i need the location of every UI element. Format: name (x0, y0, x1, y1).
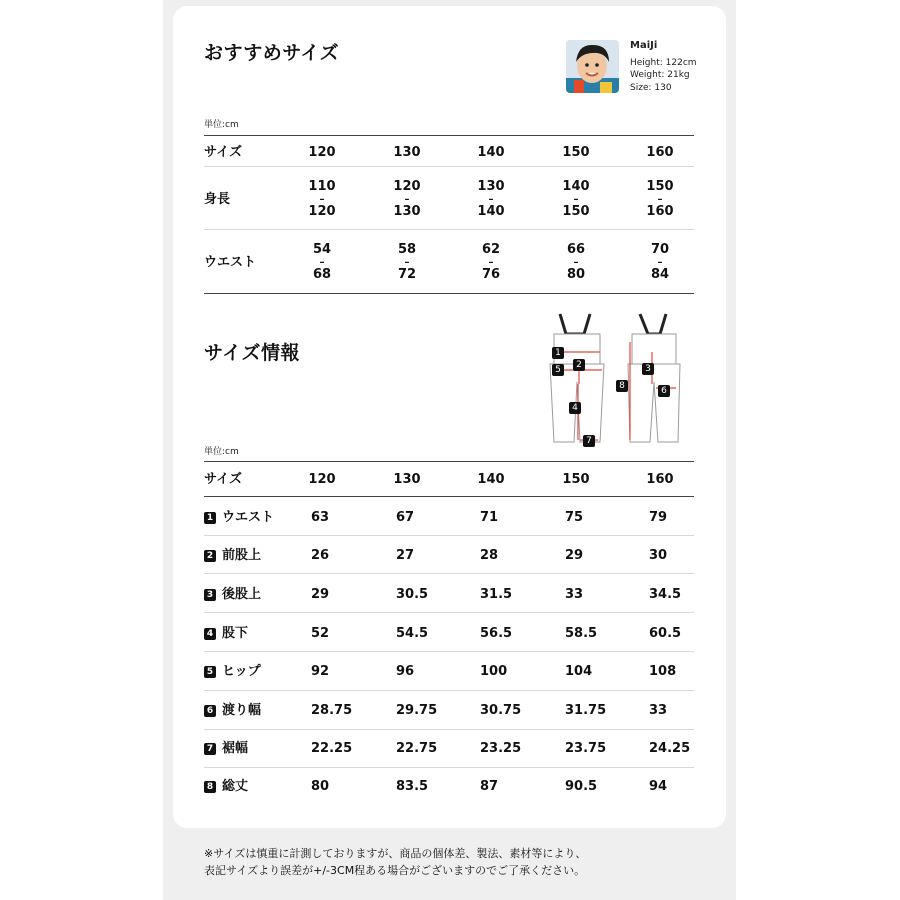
measure-value: 33 (565, 587, 584, 602)
marker-7: 7 (204, 743, 216, 755)
recommend-header-size: 140 (477, 145, 505, 160)
measure-value: 30.5 (396, 587, 429, 602)
measure-value: 31.5 (480, 587, 513, 602)
model-info (630, 40, 697, 94)
range-top: 150 (646, 179, 674, 194)
measure-value: 30 (649, 548, 668, 563)
measure-value: 28 (480, 548, 499, 563)
row-label-height: 身長 (204, 192, 231, 207)
divider (204, 767, 694, 768)
measure-label-back-rise (204, 588, 261, 601)
measure-value: 30.75 (480, 703, 522, 718)
range-dash: – (488, 194, 494, 205)
marker-8: 8 (616, 380, 628, 392)
range-bottom: 130 (393, 204, 421, 219)
marker-3: 3 (642, 363, 654, 375)
measure-value: 63 (311, 510, 330, 525)
range-dash: – (319, 194, 325, 205)
measure-value: 23.75 (565, 741, 607, 756)
measure-label-thigh (204, 704, 261, 717)
measure-value: 108 (649, 664, 677, 679)
range-top: 66 (566, 242, 586, 257)
measure-value: 34.5 (649, 587, 682, 602)
model-weight: Weight: 21kg (630, 70, 690, 80)
range-dash: – (657, 194, 663, 205)
marker-4: 4 (569, 402, 581, 414)
measure-label-text: 後股上 (222, 587, 262, 602)
measure-value: 28.75 (311, 703, 353, 718)
info-title: サイズ情報 (204, 342, 300, 364)
range-top: 130 (477, 179, 505, 194)
divider (204, 496, 694, 497)
range-top: 110 (308, 179, 336, 194)
divider (204, 461, 694, 462)
divider (204, 729, 694, 730)
range-dash: – (573, 257, 579, 268)
measure-value: 71 (480, 510, 499, 525)
range-dash: – (404, 194, 410, 205)
marker-6: 6 (658, 385, 670, 397)
measure-value: 33 (649, 703, 668, 718)
measure-label-hip (204, 665, 261, 678)
range-bottom: 76 (481, 267, 501, 282)
measure-label-text: ヒップ (222, 664, 261, 679)
range-bottom: 140 (477, 204, 505, 219)
range-dash: – (404, 257, 410, 268)
range-bottom: 68 (312, 267, 332, 282)
marker-3: 3 (204, 589, 216, 601)
divider (204, 612, 694, 613)
measure-value: 24.25 (649, 741, 691, 756)
measure-value: 56.5 (480, 626, 513, 641)
range-top: 70 (650, 242, 670, 257)
info-unit: 単位:cm (204, 447, 239, 457)
measure-label-text: ウエスト (222, 510, 275, 525)
model-height: Height: 122cm (630, 57, 697, 68)
range-top: 120 (393, 179, 421, 194)
measure-value: 54.5 (396, 626, 429, 641)
recommend-header-size: 120 (308, 145, 336, 160)
measure-value: 26 (311, 548, 330, 563)
measure-value: 80 (311, 779, 330, 794)
recommend-unit: 単位:cm (204, 120, 239, 130)
measure-value: 58.5 (565, 626, 598, 641)
measure-label-text: 股下 (222, 626, 249, 641)
measure-value: 92 (311, 664, 330, 679)
marker-8: 8 (204, 781, 216, 793)
measure-value: 29.75 (396, 703, 438, 718)
divider (204, 535, 694, 536)
marker-7: 7 (583, 435, 595, 447)
note-line: 表記サイズより誤差が+/-3CM程ある場合がございますのでご了承ください。 (204, 864, 586, 877)
divider (204, 135, 694, 136)
divider (204, 229, 694, 230)
range-dash: – (319, 257, 325, 268)
measure-value: 23.25 (480, 741, 522, 756)
measure-value: 83.5 (396, 779, 429, 794)
measure-value: 22.25 (311, 741, 353, 756)
avatar (566, 40, 619, 93)
range-bottom: 80 (566, 267, 586, 282)
divider (204, 293, 694, 294)
recommend-header-label: サイズ (204, 145, 242, 160)
measure-value: 67 (396, 510, 415, 525)
model-name: MaiJi (630, 40, 658, 51)
measure-value: 29 (311, 587, 330, 602)
divider (204, 573, 694, 574)
measure-value: 75 (565, 510, 584, 525)
measure-label-hem (204, 742, 248, 755)
recommend-header-size: 130 (393, 145, 421, 160)
range-top: 140 (562, 179, 590, 194)
measure-value: 90.5 (565, 779, 598, 794)
info-header-size: 150 (562, 472, 590, 487)
info-header-label: サイズ (204, 472, 242, 487)
measure-value: 29 (565, 548, 584, 563)
info-header-size: 130 (393, 472, 421, 487)
row-label-waist: ウエスト (204, 255, 257, 270)
range-top: 54 (312, 242, 332, 257)
measure-label-length (204, 780, 248, 793)
measure-value: 79 (649, 510, 668, 525)
range-bottom: 84 (650, 267, 670, 282)
measure-value: 31.75 (565, 703, 607, 718)
measure-label-front-rise (204, 549, 261, 562)
marker-5: 5 (204, 666, 216, 678)
measure-label-text: 渡り幅 (222, 703, 262, 718)
measure-value: 100 (480, 664, 508, 679)
range-dash: – (657, 257, 663, 268)
measure-value: 52 (311, 626, 330, 641)
measure-label-waist (204, 511, 274, 524)
measure-value: 22.75 (396, 741, 438, 756)
measure-value: 104 (565, 664, 593, 679)
marker-2: 2 (573, 359, 585, 371)
info-header-size: 120 (308, 472, 336, 487)
info-header-size: 160 (646, 472, 674, 487)
measure-value: 96 (396, 664, 415, 679)
recommend-header-size: 160 (646, 145, 674, 160)
range-top: 62 (481, 242, 501, 257)
range-bottom: 72 (397, 267, 417, 282)
marker-6: 6 (204, 705, 216, 717)
marker-4: 4 (204, 628, 216, 640)
measure-label-text: 裾幅 (222, 741, 249, 756)
disclaimer-note (204, 845, 586, 879)
recommend-header-size: 150 (562, 145, 590, 160)
divider (204, 690, 694, 691)
model-size: Size: 130 (630, 82, 672, 93)
divider (204, 166, 694, 167)
range-dash: – (573, 194, 579, 205)
range-dash: – (488, 257, 494, 268)
measure-label-text: 総丈 (222, 779, 249, 794)
marker-2: 2 (204, 550, 216, 562)
range-bottom: 160 (646, 204, 674, 219)
measure-label-text: 前股上 (222, 548, 262, 563)
overalls-diagram (538, 312, 698, 452)
divider (204, 651, 694, 652)
measure-value: 27 (396, 548, 415, 563)
info-header-size: 140 (477, 472, 505, 487)
range-bottom: 150 (562, 204, 590, 219)
measure-label-inseam (204, 627, 248, 640)
measure-value: 60.5 (649, 626, 682, 641)
note-line: ※サイズは慎重に計測しておりますが、商品の個体差、製法、素材等により、 (204, 847, 587, 860)
range-top: 58 (397, 242, 417, 257)
marker-1: 1 (204, 512, 216, 524)
marker-5: 5 (552, 364, 564, 376)
recommend-title: おすすめサイズ (204, 42, 340, 64)
measure-value: 87 (480, 779, 499, 794)
measure-value: 94 (649, 779, 668, 794)
marker-1: 1 (552, 347, 564, 359)
range-bottom: 120 (308, 204, 336, 219)
